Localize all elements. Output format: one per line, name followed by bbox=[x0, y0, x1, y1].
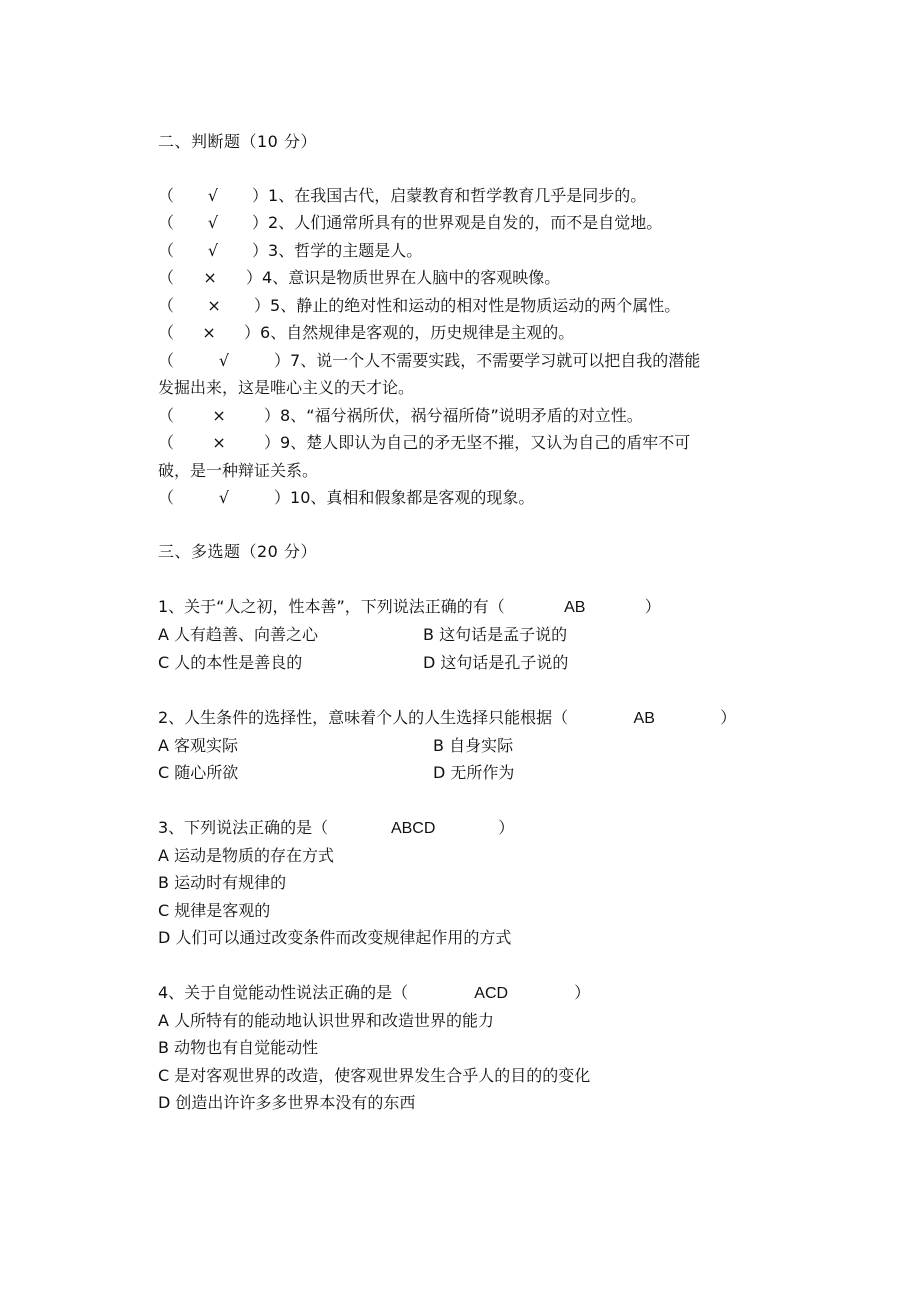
answer-mark: × bbox=[212, 433, 226, 452]
judge-item-4: （ × ）4、意识是物质世界在人脑中的客观映像。 bbox=[158, 268, 561, 287]
close-paren: ） bbox=[644, 597, 661, 616]
question-3-option-c: C 规律是客观的 bbox=[158, 901, 271, 920]
question-2-option-b: B 自身实际 bbox=[433, 736, 514, 755]
judge-item-9-cont: 破，是一种辩证关系。 bbox=[158, 461, 319, 480]
judge-heading: 二、判断题（10 分） bbox=[158, 132, 317, 151]
question-2-option-c: C 随心所欲 bbox=[158, 763, 239, 782]
question-1-option-a: A 人有趋善、向善之心 bbox=[158, 625, 319, 644]
question-4-stem bbox=[158, 982, 590, 1004]
question-text: 4、关于自觉能动性说法正确的是（ bbox=[158, 983, 409, 1002]
question-2-option-d: D 无所作为 bbox=[433, 763, 515, 782]
question-4-option-c: C 是对客观世界的改造，使客观世界发生合乎人的目的的变化 bbox=[158, 1066, 591, 1085]
question-3-option-b: B 运动时有规律的 bbox=[158, 873, 287, 892]
judge-item-6: （ × ）6、自然规律是客观的，历史规律是主观的。 bbox=[158, 323, 575, 342]
judge-text: ）10、真相和假象都是客观的现象。 bbox=[274, 488, 535, 507]
answer-mark: √ bbox=[207, 241, 219, 260]
question-1-option-b: B 这句话是孟子说的 bbox=[423, 625, 568, 644]
question-answer: AB bbox=[564, 599, 586, 616]
judge-item-10: （ √ ）10、真相和假象都是客观的现象。 bbox=[158, 488, 535, 507]
question-2-option-a: A 客观实际 bbox=[158, 736, 239, 755]
question-answer: ABCD bbox=[390, 820, 436, 837]
question-answer: AB bbox=[633, 710, 655, 727]
question-3-stem bbox=[158, 817, 514, 839]
judge-item-9: （ × ）9、楚人即认为自己的矛无坚不摧，又认为自己的盾牢不可 bbox=[158, 433, 691, 452]
judge-item-3: （ √ ）3、哲学的主题是人。 bbox=[158, 241, 423, 260]
judge-item-1: （ √ ）1、在我国古代，启蒙教育和哲学教育几乎是同步的。 bbox=[158, 186, 647, 205]
answer-mark: × bbox=[203, 268, 217, 287]
question-4-option-a: A 人所特有的能动地认识世界和改造世界的能力 bbox=[158, 1011, 495, 1030]
question-3-option-a: A 运动是物质的存在方式 bbox=[158, 846, 335, 865]
judge-text: ）9、楚人即认为自己的矛无坚不摧，又认为自己的盾牢不可 bbox=[264, 433, 691, 452]
judge-text: ）4、意识是物质世界在人脑中的客观映像。 bbox=[246, 268, 561, 287]
close-paren: ） bbox=[498, 818, 515, 837]
judge-text: ）1、在我国古代，启蒙教育和哲学教育几乎是同步的。 bbox=[252, 186, 647, 205]
question-text: 2、人生条件的选择性，意味着个人的人生选择只能根据（ bbox=[158, 708, 569, 727]
question-text: 3、下列说法正确的是（ bbox=[158, 818, 329, 837]
judge-text: ）2、人们通常所具有的世界观是自发的，而不是自觉地。 bbox=[252, 213, 663, 232]
answer-mark: × bbox=[212, 406, 226, 425]
question-text: 1、关于“人之初，性本善”，下列说法正确的有（ bbox=[158, 597, 505, 616]
judge-text: ）5、静止的绝对性和运动的相对性是物质运动的两个属性。 bbox=[254, 296, 681, 315]
question-4-option-d: D 创造出许许多多世界本没有的东西 bbox=[158, 1093, 416, 1112]
question-4-option-b: B 动物也有自觉能动性 bbox=[158, 1038, 319, 1057]
question-2-stem bbox=[158, 707, 736, 729]
answer-mark: √ bbox=[207, 186, 219, 205]
answer-mark: × bbox=[207, 296, 221, 315]
close-paren: ） bbox=[574, 983, 591, 1002]
judge-text: ）6、自然规律是客观的，历史规律是主观的。 bbox=[244, 323, 575, 342]
judge-item-2: （ √ ）2、人们通常所具有的世界观是自发的，而不是自觉地。 bbox=[158, 213, 663, 232]
judge-text: ）8、“福兮祸所伏，祸兮福所倚”说明矛盾的对立性。 bbox=[264, 406, 643, 425]
question-1-stem bbox=[158, 596, 661, 618]
question-answer: ACD bbox=[474, 985, 509, 1002]
judge-item-8: （ × ）8、“福兮祸所伏，祸兮福所倚”说明矛盾的对立性。 bbox=[158, 406, 643, 425]
judge-item-5: （ × ）5、静止的绝对性和运动的相对性是物质运动的两个属性。 bbox=[158, 296, 681, 315]
question-1-option-d: D 这句话是孔子说的 bbox=[423, 653, 569, 672]
close-paren: ） bbox=[720, 708, 737, 727]
multi-heading: 三、多选题（20 分） bbox=[158, 542, 317, 561]
question-3-option-d: D 人们可以通过改变条件而改变规律起作用的方式 bbox=[158, 928, 512, 947]
question-1-option-c: C 人的本性是善良的 bbox=[158, 653, 303, 672]
judge-text: ）3、哲学的主题是人。 bbox=[252, 241, 423, 260]
answer-mark: √ bbox=[218, 351, 230, 370]
judge-text: ）7、说一个人不需要实践，不需要学习就可以把自我的潜能 bbox=[274, 351, 701, 370]
judge-item-7-cont: 发掘出来，这是唯心主义的天才论。 bbox=[158, 378, 415, 397]
judge-item-7: （ √ ）7、说一个人不需要实践，不需要学习就可以把自我的潜能 bbox=[158, 351, 701, 370]
answer-mark: × bbox=[202, 323, 216, 342]
answer-mark: √ bbox=[207, 213, 219, 232]
answer-mark: √ bbox=[218, 488, 230, 507]
